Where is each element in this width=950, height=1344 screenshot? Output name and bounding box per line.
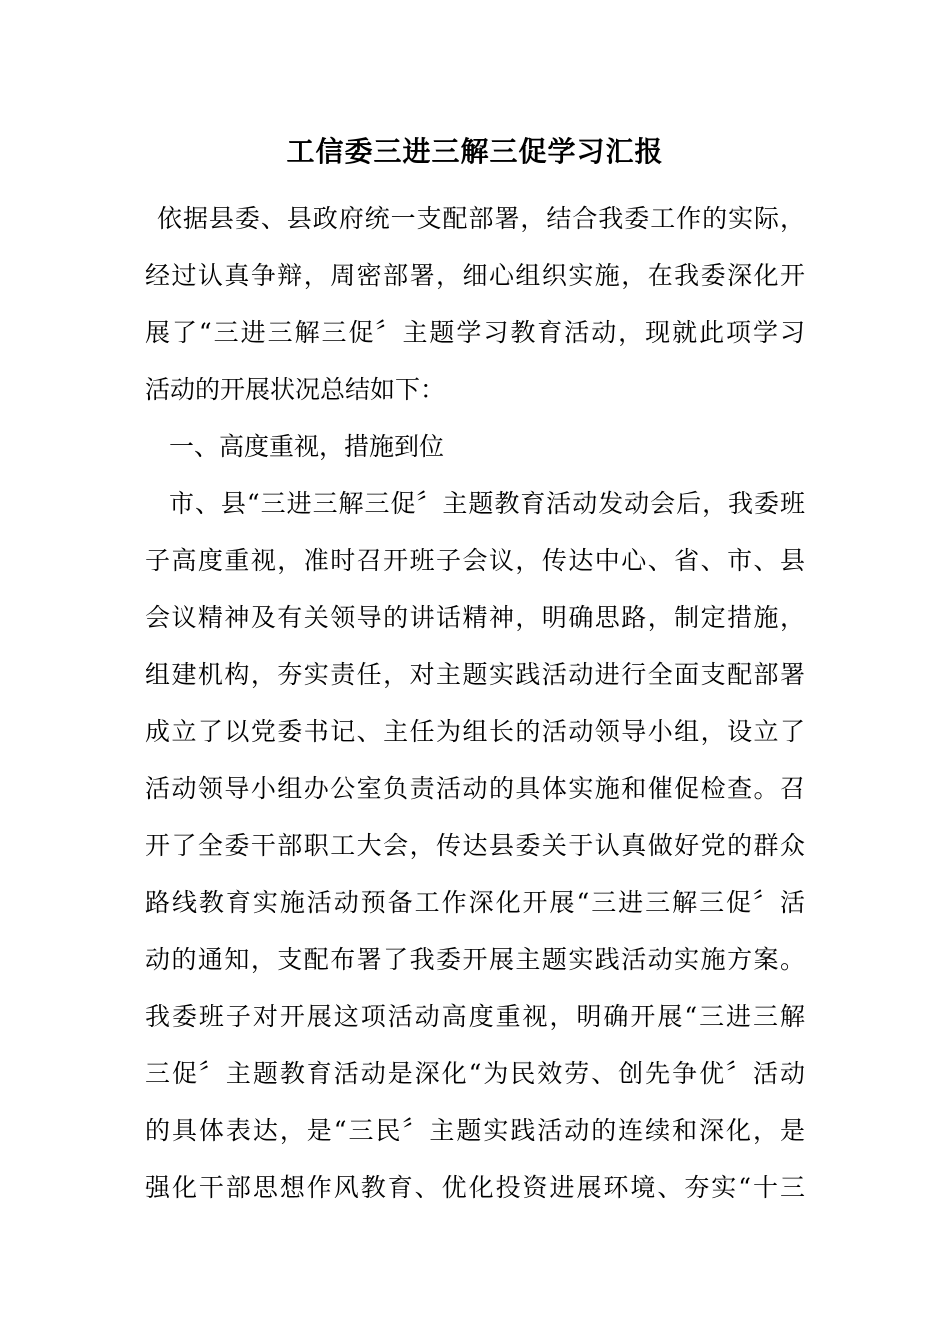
- paragraph-line: 活动的开展状况总结如下：: [145, 375, 446, 404]
- paragraph-line: 开了全委干部职工大会，传达县委关于认真做好党的群众: [145, 831, 805, 860]
- document-title: 工信委三进三解三促学习汇报: [286, 135, 664, 168]
- paragraph-line: 我委班子对开展这项活动高度重视，明确开展“三进三解: [145, 1002, 805, 1031]
- paragraph-line: 三促〞主题教育活动是深化“为民效劳、创先争优〞活动: [145, 1059, 805, 1088]
- paragraph-line: 组建机构，夯实责任，对主题实践活动进行全面支配部署: [145, 660, 805, 689]
- paragraph-line: 会议精神及有关领导的讲话精神，明确思路，制定措施，: [145, 603, 805, 632]
- paragraph-line: 活动领导小组办公室负责活动的具体实施和催促检查。召: [145, 774, 805, 803]
- paragraph-line: 动的通知，支配布署了我委开展主题实践活动实施方案。: [145, 945, 805, 974]
- paragraph-line: 强化干部思想作风教育、优化投资进展环境、夯实“十三: [145, 1173, 805, 1202]
- paragraph-line: 依据县委、县政府统一支配部署，结合我委工作的实际，: [157, 204, 805, 233]
- paragraph-line: 成立了以党委书记、主任为组长的活动领导小组，设立了: [145, 717, 805, 746]
- section-heading: 一、高度重视，措施到位: [169, 432, 445, 461]
- paragraph-line: 的具体表达，是“三民〞主题实践活动的连续和深化，是: [145, 1116, 805, 1145]
- paragraph-line: 展了“三进三解三促〞主题学习教育活动，现就此项学习: [145, 318, 805, 347]
- paragraph-line: 路线教育实施活动预备工作深化开展“三进三解三促〞活: [145, 888, 805, 917]
- paragraph-line: 子高度重视，准时召开班子会议，传达中心、省、市、县: [145, 546, 805, 575]
- paragraph-line: 市、县“三进三解三促〞主题教育活动发动会后，我委班: [169, 489, 805, 518]
- paragraph-line: 经过认真争辩，周密部署，细心组织实施，在我委深化开: [145, 261, 805, 290]
- document-body: [145, 190, 805, 1216]
